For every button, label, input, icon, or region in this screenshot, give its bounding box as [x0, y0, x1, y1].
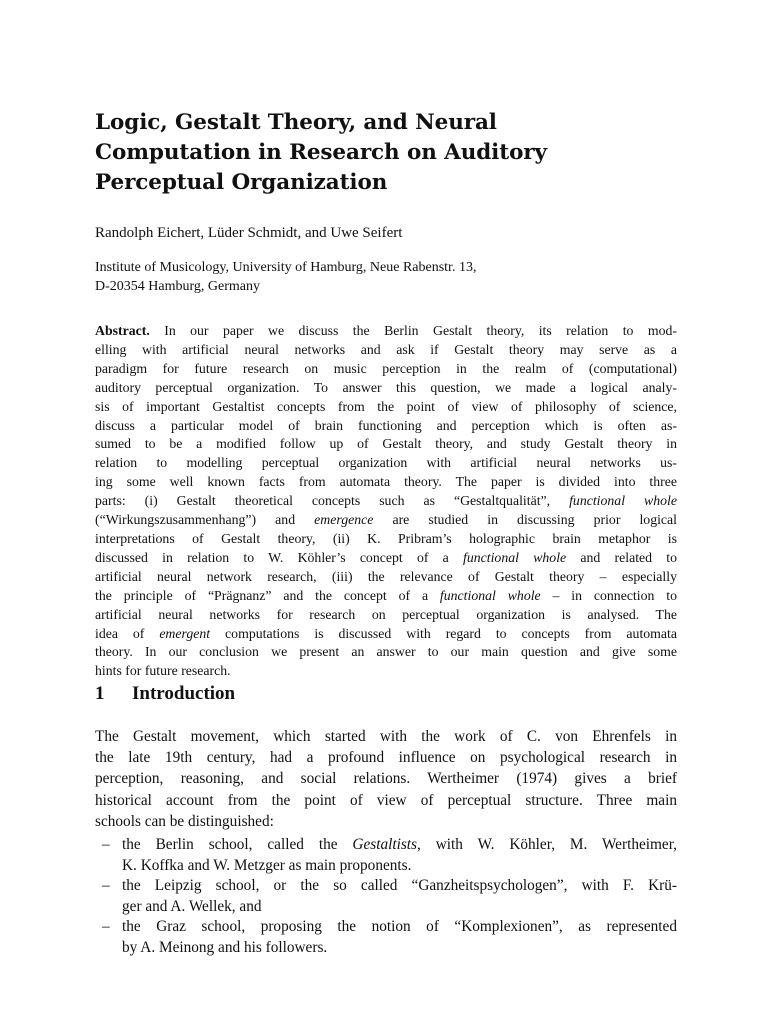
- italic-term: emergent: [159, 625, 211, 641]
- title-line: Perceptual Organization: [95, 170, 388, 195]
- intro-line: the late 19th century, had a profound influence on psychological research in: [95, 749, 677, 767]
- dash-marker: –: [102, 877, 110, 895]
- intro-line: schools can be distinguished:: [95, 812, 274, 830]
- intro-line: historical account from the point of view of perceptual structure. Three main: [95, 791, 677, 809]
- italic-term: Gestaltists: [352, 836, 418, 853]
- italic-term: functional whole: [439, 587, 541, 603]
- intro-paragraph: [95, 726, 677, 832]
- list-item: [102, 876, 677, 917]
- intro-line: perception, reasoning, and social relations. Wertheimer (1974) gives a brief: [95, 770, 677, 788]
- abstract-line: sumed to be a modified follow up of Gestalt theory, and study Gestalt theory in: [95, 436, 677, 452]
- abstract-line: theory. In our conclusion we present an answer to our main question and give some: [95, 644, 677, 660]
- affiliation-line: Institute of Musicology, University of Hamburg, Neue Rabenstr. 13,: [95, 260, 477, 275]
- abstract-line: (“Wirkungszusammenhang”) and emergence are studied in discussing prior logical: [95, 512, 678, 528]
- abstract-line: artificial neural networks for research on perceptual organization is analysed. The: [95, 606, 677, 622]
- italic-term: functional whole: [569, 493, 677, 509]
- abstract-line: artificial neural network research, (iii) the relevance of Gestalt theory – especially: [95, 568, 677, 584]
- abstract: [95, 322, 677, 681]
- abstract-line: paradigm for future research on music perception in the realm of (computational): [95, 360, 677, 376]
- list-item-line: ger and A. Wellek, and: [122, 897, 262, 915]
- abstract-line: hints for future research.: [95, 663, 231, 679]
- section-number: 1: [95, 683, 105, 704]
- affiliation-line: D-20354 Hamburg, Germany: [95, 279, 260, 294]
- abstract-line: discuss a particular model of brain functioning and perception which is often as-: [95, 417, 677, 433]
- abstract-line: elling with artificial neural networks and ask if Gestalt theory may serve as a: [95, 341, 677, 357]
- abstract-line: interpretations of Gestalt theory, (ii) K. Pribram’s holographic brain metaphor is: [95, 530, 677, 546]
- abstract-line: parts: (i) Gestalt theoretical concepts such as “Gestaltqualität”, functional whole: [95, 493, 677, 509]
- title-line: Logic, Gestalt Theory, and Neural: [95, 110, 497, 135]
- affiliation: [95, 258, 476, 296]
- intro-line: The Gestalt movement, which started with the work of C. von Ehrenfels in: [95, 728, 677, 745]
- author-list: Randolph Eichert, Lüder Schmidt, and Uwe Seifert: [95, 225, 403, 241]
- list-item-line: the Graz school, proposing the notion of “Komplexionen”, as represented: [122, 918, 677, 936]
- italic-term: functional whole: [463, 549, 567, 565]
- paper-title: [95, 108, 655, 198]
- dash-marker: –: [102, 836, 110, 853]
- list-item-line: K. Koffka and W. Metzger as main proponents.: [122, 856, 412, 874]
- abstract-label: Abstract.: [95, 323, 150, 338]
- list-item-line: the Berlin school, called the Gestaltists, with W. Köhler, M. Wertheimer,: [122, 836, 678, 853]
- section-heading: [95, 683, 235, 705]
- abstract-line: idea of emergent computations is discussed with regard to concepts from automata: [95, 625, 677, 641]
- list-item: [102, 835, 677, 876]
- dash-marker: –: [102, 918, 110, 936]
- abstract-text: In our paper we discuss the Berlin Gestalt theory, its relation to mod-: [149, 323, 677, 338]
- title-line: Computation in Research on Auditory: [95, 140, 547, 165]
- list-item: [102, 917, 677, 958]
- abstract-line: discussed in relation to W. Köhler’s concept of a functional whole and related to: [95, 549, 678, 565]
- abstract-line: relation to modelling perceptual organization with artificial neural networks us-: [95, 455, 677, 471]
- abstract-line: ing some well known facts from automata theory. The paper is divided into three: [95, 474, 677, 490]
- list-item-line: the Leipzig school, or the so called “Ganzheitspsychologen”, with F. Krü-: [122, 877, 677, 895]
- abstract-line: sis of important Gestaltist concepts from the point of view of philosophy of science,: [95, 398, 677, 414]
- italic-term: emergence: [314, 512, 374, 528]
- list-item-line: by A. Meinong and his followers.: [122, 938, 328, 956]
- section-title: Introduction: [132, 683, 236, 704]
- abstract-line: [95, 322, 677, 341]
- abstract-line: auditory perceptual organization. To answer this question, we made a logical analy-: [95, 379, 677, 395]
- abstract-line: the principle of “Prägnanz” and the concept of a functional whole – in connection to: [95, 587, 677, 603]
- schools-list: [102, 835, 677, 959]
